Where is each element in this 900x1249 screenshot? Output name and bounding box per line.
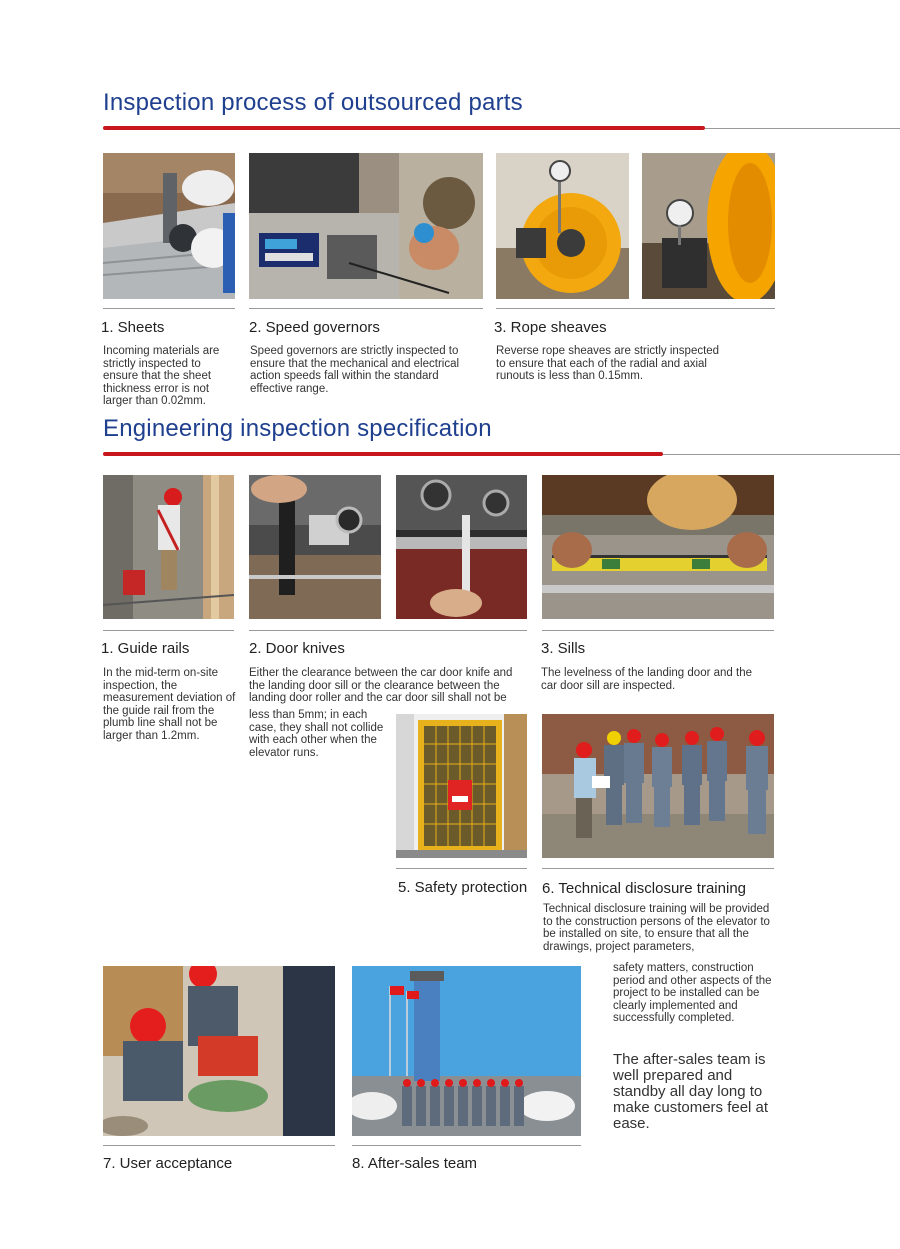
caption-rule bbox=[352, 1145, 581, 1146]
caption-rule bbox=[542, 630, 774, 631]
desc-after-sales: The after-sales team is well prepared and standby all day long to make customers feel at ease. bbox=[613, 1051, 769, 1132]
caption-sheets: 1. Sheets bbox=[101, 319, 165, 336]
title-accent-rule bbox=[103, 452, 663, 456]
photo-guide-rails bbox=[103, 475, 234, 619]
title-rule-extension bbox=[705, 128, 900, 129]
desc-sheets: Incoming materials are strictly inspected to ensure that the sheet thickness error is not larger than 0.02mm. bbox=[103, 345, 220, 408]
caption-rope-sheaves: 3. Rope sheaves bbox=[494, 319, 607, 336]
title-rule-extension bbox=[663, 454, 900, 455]
desc-technical-disclosure-b: safety matters, construction period and other aspects of the project to be installed can be clearly implemented and successfully completed. bbox=[613, 962, 772, 1025]
desc-guide-rails: In the mid-term on-site inspection, the measurement deviation of the guide rail from the plumb line shall not be larger than 1.2mm. bbox=[103, 667, 236, 742]
photo-safety-protection bbox=[396, 714, 527, 858]
caption-rule bbox=[103, 630, 234, 631]
photo-door-sill-gauge bbox=[396, 475, 527, 619]
title-accent-rule bbox=[103, 126, 705, 130]
caption-rule bbox=[542, 868, 774, 869]
desc-door-knives-a: Either the clearance between the car door knife and the landing door sill or the clearance between the landing door roller and the car door sill shall not be bbox=[249, 667, 513, 705]
caption-rule bbox=[103, 1145, 335, 1146]
photo-sheets bbox=[103, 153, 235, 299]
caption-safety-protection: 5. Safety protection bbox=[398, 879, 528, 896]
photo-after-sales-team bbox=[352, 966, 581, 1136]
photo-rope-sheave-front bbox=[496, 153, 629, 299]
caption-after-sales-team: 8. After-sales team bbox=[352, 1155, 478, 1172]
section-title-engineering-inspection: Engineering inspection specification bbox=[103, 415, 492, 442]
section-title-outsourced-parts: Inspection process of outsourced parts bbox=[103, 89, 523, 116]
photo-rope-sheave-side bbox=[642, 153, 775, 299]
caption-technical-disclosure: 6. Technical disclosure training bbox=[542, 880, 747, 897]
desc-door-knives-b: less than 5mm; in each case, they shall not collide with each other when the elevator runs. bbox=[249, 709, 384, 759]
caption-rule bbox=[396, 868, 527, 869]
caption-rule bbox=[249, 630, 527, 631]
caption-speed-governors: 2. Speed governors bbox=[249, 319, 380, 336]
desc-sills: The levelness of the landing door and the car door sill are inspected. bbox=[541, 667, 752, 692]
photo-speed-governor bbox=[249, 153, 483, 299]
desc-speed-governors: Speed governors are strictly inspected to ensure that the mechanical and electrical action speeds fall within the standard effective range. bbox=[250, 345, 460, 395]
photo-sills-level bbox=[542, 475, 774, 619]
caption-sills: 3. Sills bbox=[541, 640, 586, 657]
caption-rule bbox=[496, 308, 775, 309]
photo-user-acceptance bbox=[103, 966, 335, 1136]
desc-rope-sheaves: Reverse rope sheaves are strictly inspected to ensure that each of the radial and axial runouts is less than 0.15mm. bbox=[496, 345, 720, 383]
caption-rule bbox=[249, 308, 483, 309]
caption-rule bbox=[103, 308, 235, 309]
caption-user-acceptance: 7. User acceptance bbox=[103, 1155, 233, 1172]
caption-door-knives: 2. Door knives bbox=[249, 640, 345, 657]
desc-technical-disclosure-a: Technical disclosure training will be provided to the construction persons of the elevator to be installed on site, to ensure that all the drawings, project parameters, bbox=[543, 903, 770, 953]
photo-training-group bbox=[542, 714, 774, 858]
photo-door-knife-roller bbox=[249, 475, 381, 619]
caption-guide-rails: 1. Guide rails bbox=[101, 640, 190, 657]
